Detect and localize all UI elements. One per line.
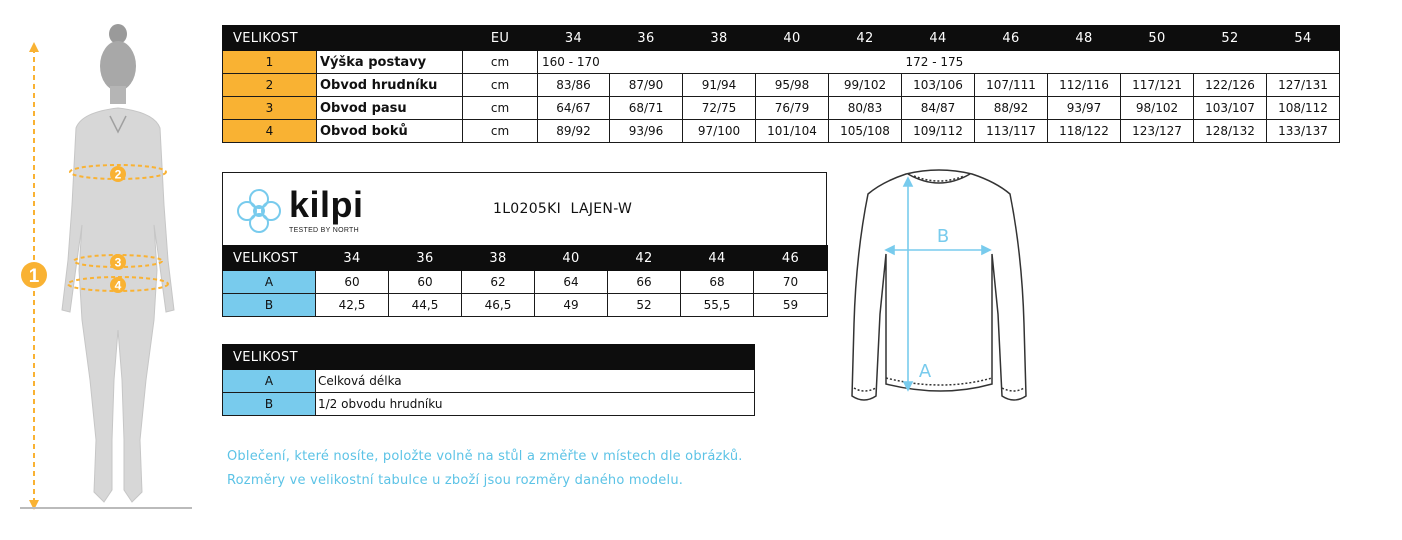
product-size-table: [222, 172, 827, 317]
table-cell: 88/92: [975, 97, 1048, 120]
table-row: [223, 370, 755, 393]
table-cell: 80/83: [829, 97, 902, 120]
header-cell: 34: [538, 26, 610, 51]
table-cell: 44,5: [389, 294, 462, 317]
table-cell: 118/122: [1048, 120, 1121, 143]
brand-name: kilpi: [289, 184, 364, 225]
table-cell: 60: [316, 271, 389, 294]
svg-text:3: 3: [114, 255, 122, 270]
table-row: [223, 294, 828, 317]
table-row: [223, 51, 1340, 74]
table-row: [223, 97, 1340, 120]
shirt-diagram: [846, 164, 1032, 416]
table-cell: 128/132: [1194, 120, 1267, 143]
header-cell: 42: [829, 26, 902, 51]
header-cell: [317, 26, 463, 51]
header-cell: VELIKOST: [223, 246, 316, 271]
header-cell: 54: [1267, 26, 1340, 51]
table-cell: 83/86: [538, 74, 610, 97]
label-b: B: [936, 226, 950, 247]
table-cell: 60: [389, 271, 462, 294]
table-cell: 52: [608, 294, 681, 317]
row-label: B: [223, 294, 316, 317]
table-cell: 127/131: [1267, 74, 1340, 97]
row-unit: cm: [463, 97, 538, 120]
brand-header: [222, 172, 827, 245]
table-row: [223, 271, 828, 294]
header-cell: 46: [754, 246, 828, 271]
table-cell: 113/117: [975, 120, 1048, 143]
label-a: A: [918, 361, 932, 382]
header-cell: 50: [1121, 26, 1194, 51]
table-cell: 93/97: [1048, 97, 1121, 120]
marker-3-icon: [110, 254, 126, 270]
header-cell: VELIKOST: [223, 26, 317, 51]
row-label: A: [223, 271, 316, 294]
table-cell: 117/121: [1121, 74, 1194, 97]
table-row: [223, 120, 1340, 143]
table-cell: 66: [608, 271, 681, 294]
table-cell: 99/102: [829, 74, 902, 97]
row-unit: cm: [463, 120, 538, 143]
table-cell: 42,5: [316, 294, 389, 317]
table-cell: 46,5: [462, 294, 535, 317]
row-unit: cm: [463, 51, 538, 74]
height-range-cell: 172 - 175: [902, 51, 1340, 74]
header-cell: 52: [1194, 26, 1267, 51]
header-cell: EU: [463, 26, 538, 51]
table-cell: 55,5: [681, 294, 754, 317]
table-cell: 97/100: [683, 120, 756, 143]
table-cell: 84/87: [902, 97, 975, 120]
brand-tagline: TESTED BY NORTH: [289, 227, 359, 234]
row-unit: cm: [463, 74, 538, 97]
header-cell: 38: [683, 26, 756, 51]
header-cell: 40: [756, 26, 829, 51]
table-cell: 98/102: [1121, 97, 1194, 120]
table-cell: 91/94: [683, 74, 756, 97]
marker-2-icon: [110, 166, 126, 182]
table-cell: 68: [681, 271, 754, 294]
table-cell: 103/106: [902, 74, 975, 97]
table-cell: 87/90: [610, 74, 683, 97]
product-code: 1L0205KI LAJEN-W: [493, 201, 633, 217]
table-cell: 109/112: [902, 120, 975, 143]
svg-text:2: 2: [114, 167, 122, 182]
header-cell: 44: [681, 246, 754, 271]
kilpi-logo-icon: [233, 185, 285, 237]
table-cell: 133/137: [1267, 120, 1340, 143]
legend-description: 1/2 obvodu hrudníku: [316, 393, 755, 416]
marker-1-icon: [21, 262, 47, 288]
legend-description: Celková délka: [316, 370, 755, 393]
svg-text:1: 1: [28, 266, 40, 287]
table-cell: 76/79: [756, 97, 829, 120]
table-cell: 89/92: [538, 120, 610, 143]
row-label: Výška postavy: [317, 51, 463, 74]
row-number: 4: [223, 120, 317, 143]
table-cell: 95/98: [756, 74, 829, 97]
header-cell: 40: [535, 246, 608, 271]
table-cell: 64/67: [538, 97, 610, 120]
table-cell: 59: [754, 294, 828, 317]
table-cell: 122/126: [1194, 74, 1267, 97]
marker-4-icon: [110, 277, 126, 293]
table-cell: 64: [535, 271, 608, 294]
body-size-table: [222, 25, 1340, 143]
table-header-row: [223, 345, 755, 370]
note-line-2: Rozměry ve velikostní tabulce u zboží jsou rozměry daného modelu.: [227, 473, 684, 488]
header-cell: VELIKOST: [223, 345, 755, 370]
row-label: Obvod hrudníku: [317, 74, 463, 97]
row-number: 2: [223, 74, 317, 97]
note-line-1: Oblečení, které nosíte, položte volně na stůl a změřte v místech dle obrázků.: [227, 449, 743, 464]
header-cell: 46: [975, 26, 1048, 51]
table-header-row: [223, 26, 1340, 51]
header-cell: 42: [608, 246, 681, 271]
table-cell: 68/71: [610, 97, 683, 120]
header-cell: 38: [462, 246, 535, 271]
table-cell: 93/96: [610, 120, 683, 143]
table-cell: 72/75: [683, 97, 756, 120]
header-cell: 36: [610, 26, 683, 51]
body-figure: [14, 20, 199, 515]
table-cell: 70: [754, 271, 828, 294]
row-label: B: [223, 393, 316, 416]
row-label: Obvod pasu: [317, 97, 463, 120]
table-cell: 101/104: [756, 120, 829, 143]
header-cell: 48: [1048, 26, 1121, 51]
header-cell: 44: [902, 26, 975, 51]
product-table: [222, 245, 828, 317]
row-label: A: [223, 370, 316, 393]
table-cell: 103/107: [1194, 97, 1267, 120]
row-number: 3: [223, 97, 317, 120]
table-header-row: [223, 246, 828, 271]
legend-table: [222, 344, 755, 416]
header-cell: 36: [389, 246, 462, 271]
row-number: 1: [223, 51, 317, 74]
table-row: [223, 74, 1340, 97]
table-cell: 107/111: [975, 74, 1048, 97]
table-row: [223, 393, 755, 416]
table-cell: 108/112: [1267, 97, 1340, 120]
table-cell: 123/127: [1121, 120, 1194, 143]
table-cell: 105/108: [829, 120, 902, 143]
header-cell: 34: [316, 246, 389, 271]
row-label: Obvod boků: [317, 120, 463, 143]
svg-text:4: 4: [114, 278, 122, 293]
height-range-cell: 160 - 170: [538, 51, 902, 74]
table-cell: 49: [535, 294, 608, 317]
table-cell: 112/116: [1048, 74, 1121, 97]
table-cell: 62: [462, 271, 535, 294]
